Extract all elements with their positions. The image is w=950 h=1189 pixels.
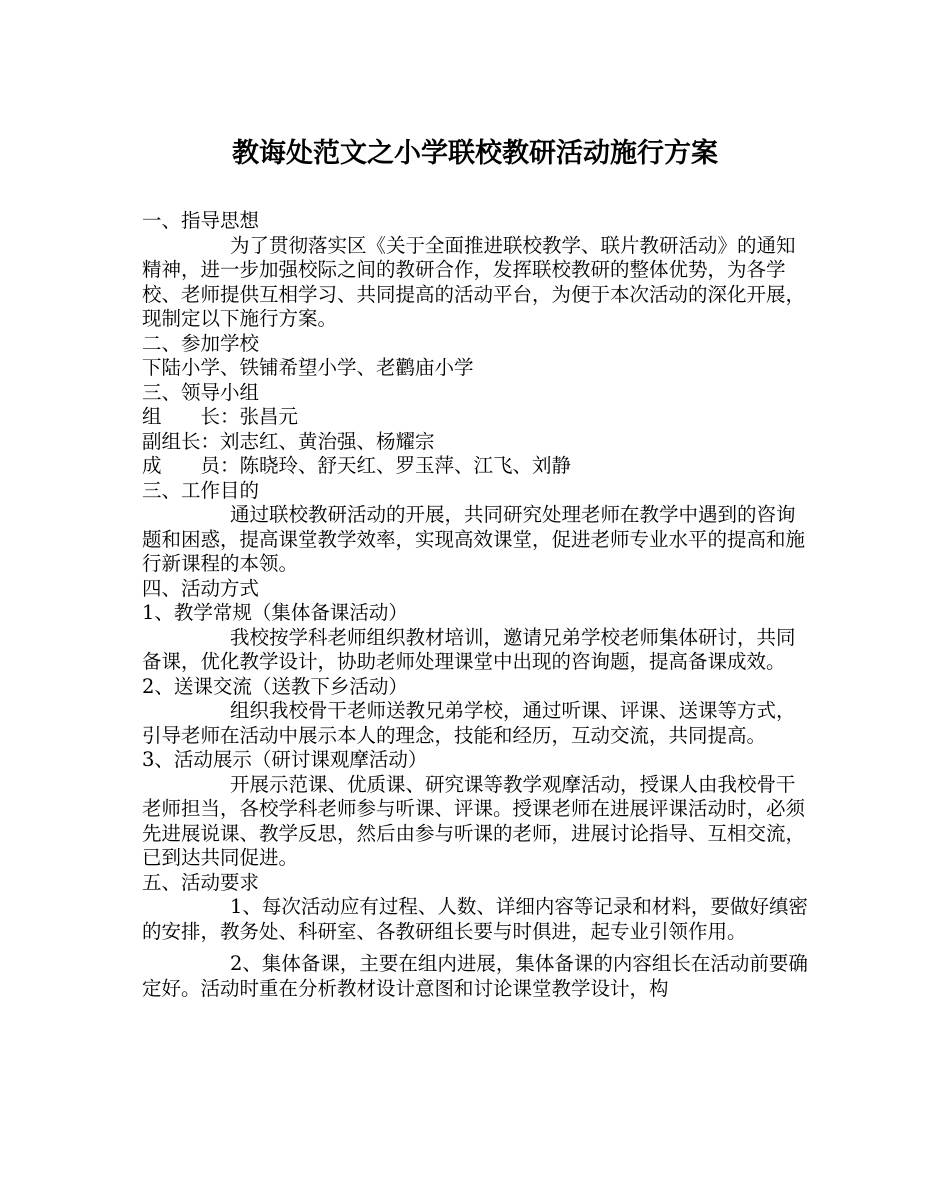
members-line: 成 员：陈晓玲、舒天红、罗玉萍、江飞、刘静: [142, 454, 572, 477]
paragraph-teaching-routine: 我校按学科老师组织教材培训，邀请兄弟学校老师集体研讨，共同备课，优化教学设计，协助老师处理课堂中出现的咨询题，提高备课成效。: [142, 625, 796, 673]
deputy-leader-line: 副组长：刘志红、黄治强、杨耀宗: [142, 429, 435, 453]
document-title: 教诲处范文之小学联校教研活动施行方案: [232, 138, 718, 169]
group-leader-line: 组 长：张昌元: [142, 405, 299, 428]
document-body: [142, 209, 812, 1001]
paragraph-purpose: 为了贯彻落实区《关于全面推进联校教学、联片教研活动》的通知精神，进一步加强校际之间的教研合作，发挥联校教研的整体优势，为各学校、老师提供互相学习、共同提高的活动平台，为便于本次活动的深化开展，现制定以下施行方案。: [142, 233, 806, 330]
section-heading-activity-requirements: 五、活动要求: [142, 870, 260, 894]
paragraph-activity-showcase: 开展示范课、优质课、研究课等教学观摩活动，授课人由我校骨干老师担当，各校学科老师参与听课、评课。授课老师在进展评课活动时，必须先进展说课、教学反思，然后由参与听课的老师，进展讨论指导、互相交流，已到达共同促进。: [142, 772, 806, 869]
section-heading-participating-schools: 二、参加学校: [142, 331, 260, 355]
subheading-activity-showcase: 3、活动展示（研讨课观摩活动）: [142, 748, 428, 771]
subheading-lesson-exchange: 2、送课交流（送教下乡活动）: [142, 674, 408, 698]
section-heading-guiding-ideology: 一、指导思想: [142, 209, 260, 232]
section-heading-activity-methods: 四、活动方式: [142, 576, 260, 600]
participating-schools-list: 下陆小学、铁铺希望小学、老鹳庙小学: [142, 356, 474, 379]
section-heading-work-objective: 三、工作目的: [142, 478, 260, 502]
paragraph-lesson-exchange: 组织我校骨干老师送教兄弟学校，通过听课、评课、送课等方式，引导老师在活动中展示本人的理念，技能和经历，互动交流，共同提高。: [142, 699, 796, 747]
subheading-teaching-routine: 1、教学常规（集体备课活动）: [142, 601, 408, 624]
paragraph-objective: 通过联校教研活动的开展，共同研究处理老师在教学中遇到的咨询题和困惑，提高课堂教学效率，实现高效课堂，促进老师专业水平的提高和施行新课程的本领。: [142, 503, 806, 575]
section-heading-leadership-group: 三、领导小组: [142, 380, 260, 404]
paragraph-requirement-1: 1、每次活动应有过程、人数、详细内容等记录和材料，要做好缜密的安排，教务处、科研室、各教研组长要与时俱进，起专业引领作用。: [142, 895, 808, 943]
paragraph-requirement-2: 2、集体备课，主要在组内进展，集体备课的内容组长在活动前要确定好。活动时重在分析教材设计意图和讨论课堂教学设计，构: [142, 952, 808, 1000]
